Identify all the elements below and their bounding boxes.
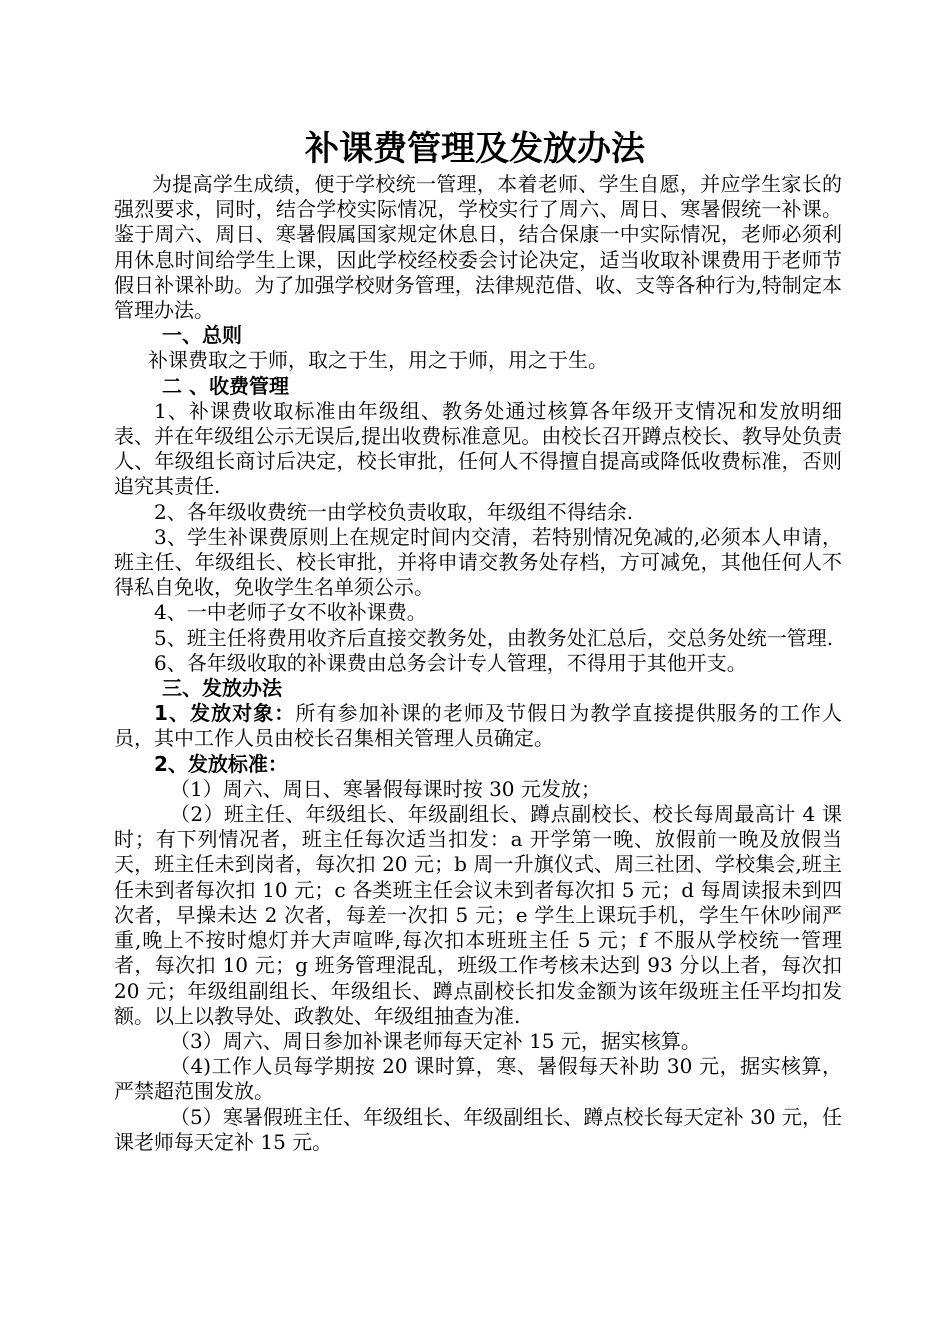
fee-item: 5、班主任将费用收齐后直接交教务处，由教务处汇总后，交总务处统一管理. xyxy=(154,625,834,650)
intro-paragraph: 为提高学生成绩，便于学校统一管理，本着老师、学生自愿，并应学生家长的强烈要求，同时，结合学校实际情况，学校实行了周六、周日、寒暑假统一补课。鉴于周六、周日、寒暑假属国家规定休息日，结合保康一中实际情况，老师必须利用休息时间给学生上课，因此学校经校委会讨论决定，适当收取补课费用于老师节假日补课补助。为了加强学校财务管理，法律规范借、收、支等各种行为,特制定本管理办法。 xyxy=(114,172,842,323)
payment-object-text: 所有参加补课的老师及节假日为教学直接提供服务的工作人员，其中工作人员由校长召集相关管理人员确定。 xyxy=(114,701,842,751)
section-heading-payment: 三、发放办法 xyxy=(162,676,282,701)
payment-standard-label: 2、发放标准： xyxy=(154,751,288,776)
section-heading-general: 一、总则 xyxy=(162,323,242,348)
standard-item: （1）周六、周日、寒暑假每课时按 30 元发放； xyxy=(170,776,601,801)
payment-object-label: 1、发放对象： xyxy=(154,701,296,726)
section-heading-fees: 二 、收费管理 xyxy=(162,373,289,398)
fee-item: 6、各年级收取的补课费由总务会计专人管理，不得用于其他开支。 xyxy=(154,650,747,675)
document-title: 补课费管理及发放办法 xyxy=(305,129,645,169)
fee-item: 2、各年级收费统一由学校负责收取，年级组不得结余. xyxy=(154,499,634,524)
standard-item: （3）周六、周日参加补课老师每天定补 15 元，据实核算。 xyxy=(170,1028,701,1053)
payment-standard-heading xyxy=(114,752,842,777)
general-paragraph: 补课费取之于师，取之于生，用之于师，用之于生。 xyxy=(148,348,608,373)
standard-item: （4)工作人员每学期按 20 课时算，寒、暑假每天补助 30 元，据实核算，严禁超范围发放。 xyxy=(114,1054,842,1104)
fee-item: 1、补课费收取标准由年级组、教务处通过核算各年级开支情况和发放明细表、并在年级组公示无误后,提出收费标准意见。由校长召开蹲点校长、教导处负责人、年级组长商讨后决定，校长审批，任何人不得擅自提高或降低收费标准，否则追究其责任. xyxy=(114,398,842,499)
standard-item: （5）寒暑假班主任、年级组长、年级副组长、蹲点校长每天定补 30 元，任课老师每天定补 15 元。 xyxy=(114,1104,842,1154)
fee-item: 4、一中老师子女不收补课费。 xyxy=(154,600,427,625)
standard-item: （2）班主任、年级组长、年级副组长、蹲点副校长、校长每周最高计 4 课时；有下列情况者，班主任每次适当扣发：a 开学第一晚、放假前一晚及放假当天，班主任未到岗者，每次扣 20 元；b 周一升旗仪式、周三社团、学校集会,班主任未到者每次扣 10 元；c 各类班主任会议未到者每次扣 5 元；d 每周读报未到四次者，早操未达 2 次者，每差一次扣 5 元；e 学生上课玩手机，学生午休吵闹严重,晚上不按时熄灯并大声喧哗,每次扣本班班主任 5 元；f 不服从学校统一管理者，每次扣 10 元；g 班务管理混乱，班级工作考核未达到 93 分以上者，每次扣 20 元；年级组副组长、年级组长、蹲点副校长扣发金额为该年级班主任平均扣发额。以上以教导处、政教处、年级组抽查为准. xyxy=(114,802,842,1028)
fee-item: 3、学生补课费原则上在规定时间内交清，若特别情况免减的,必须本人申请，班主任、年级组长、校长审批，并将申请交教务处存档，方可减免，其他任何人不得私自免收，免收学生名单须公示。 xyxy=(114,524,842,600)
payment-object-paragraph xyxy=(114,701,842,751)
document-body xyxy=(114,172,842,1155)
